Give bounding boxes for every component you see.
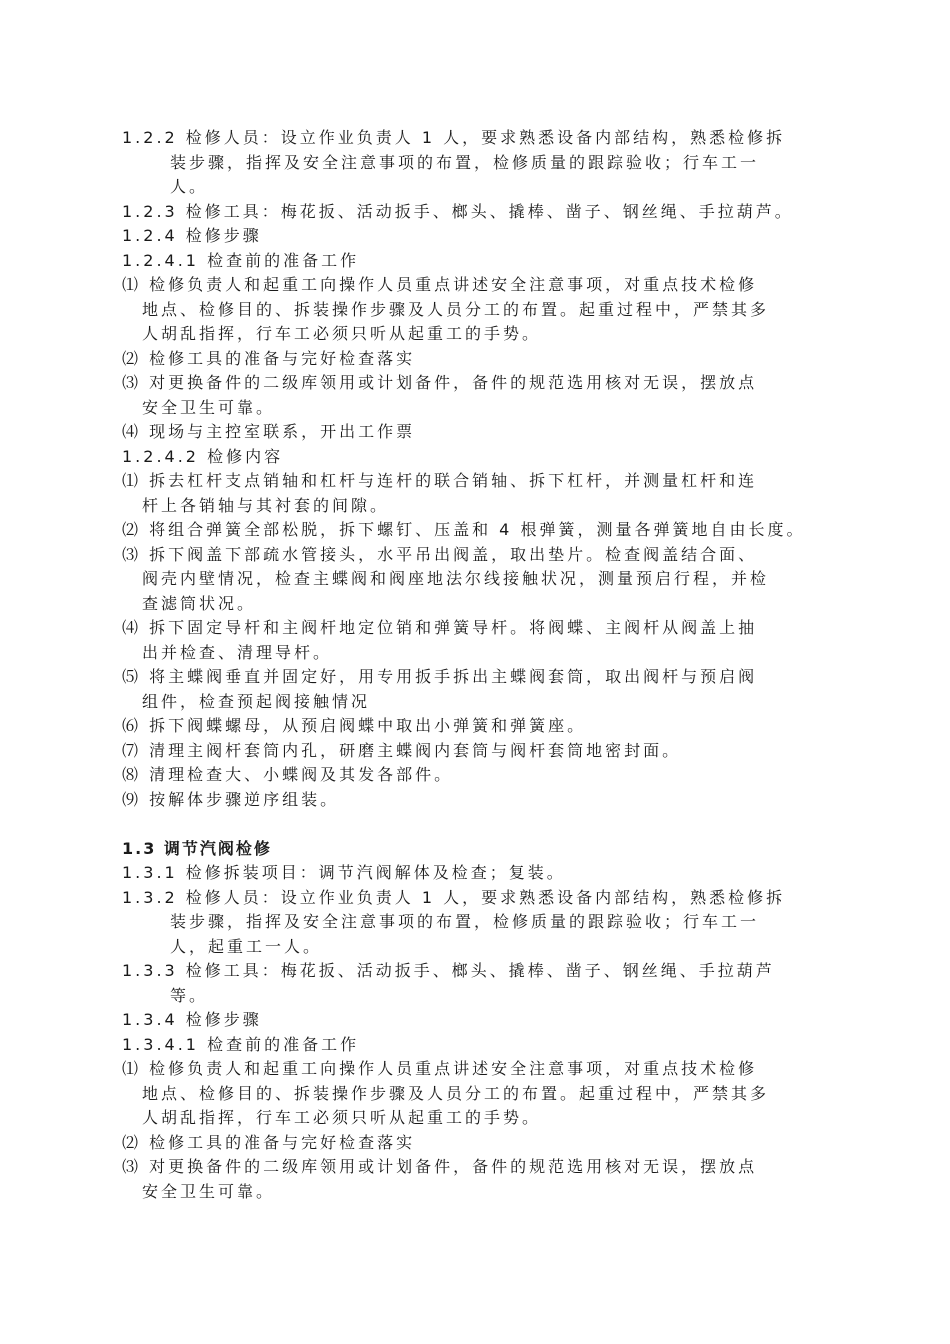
text-line: ⑶ 对更换备件的二级库领用或计划备件，备件的规范选用核对无误，摆放点 — [122, 373, 758, 392]
text-line: 人胡乱指挥，行车工必须只听从起重工的手势。 — [142, 1108, 542, 1127]
text-line: ⑼ 按解体步骤逆序组装。 — [122, 789, 340, 809]
text-line: 组件，检查预起阀接触情况 — [142, 691, 371, 711]
text-line: 1.2.2 检修人员：设立作业负责人 1 人，要求熟悉设备内部结构，熟悉检修拆 — [122, 128, 786, 147]
paragraph-gap — [122, 812, 842, 837]
text-line: 阀壳内壁情况，检查主蝶阀和阀座地法尔线接触状况，测量预启行程，并检 — [142, 569, 770, 588]
text-line: 安全卫生可靠。 — [142, 397, 276, 417]
section-heading: 1.3 调节汽阀检修 — [122, 838, 272, 858]
text-line: ⑵ 检修工具的准备与完好检查落实 — [122, 1132, 416, 1152]
text-line: ⑺ 清理主阀杆套筒内孔，研磨主蝶阀内套筒与阀杆套筒地密封面。 — [122, 740, 682, 760]
text-line: 地点、检修目的、拆装操作步骤及人员分工的布置。起重过程中，严禁其多 — [142, 1083, 770, 1103]
text-line: ⑶ 对更换备件的二级库领用或计划备件，备件的规范选用核对无误，摆放点 — [122, 1157, 758, 1176]
text-line: 1.3.4 检修步骤 — [122, 1010, 262, 1029]
text-line: 地点、检修目的、拆装操作步骤及人员分工的布置。起重过程中，严禁其多 — [142, 299, 770, 319]
text-line: 1.2.3 检修工具：梅花扳、活动扳手、榔头、撬棒、凿子、钢丝绳、手拉葫芦。 — [122, 201, 794, 221]
text-line: 1.3.1 检修拆装项目：调节汽阀解体及检查；复装。 — [122, 863, 566, 882]
text-line: ⑻ 清理检查大、小蝶阀及其发各部件。 — [122, 765, 454, 784]
text-line: 人，起重工一人。 — [170, 936, 323, 956]
text-line: 装步骤，指挥及安全注意事项的布置，检修质量的跟踪验收；行车工一 — [170, 152, 760, 172]
text-line: ⑹ 拆下阀蝶螺母，从预启阀蝶中取出小弹簧和弹簧座。 — [122, 716, 587, 735]
text-line: ⑶ 拆下阀盖下部疏水管接头，水平吊出阀盖，取出垫片。检查阀盖结合面、 — [122, 544, 758, 564]
text-line: 查滤筒状况。 — [142, 593, 257, 613]
text-line: 人胡乱指挥，行车工必须只听从起重工的手势。 — [142, 324, 542, 343]
text-line: 安全卫生可靠。 — [142, 1181, 276, 1201]
text-line: 1.2.4.1 检查前的准备工作 — [122, 250, 360, 270]
text-line: ⑷ 拆下固定导杆和主阀杆地定位销和弹簧导杆。将阀蝶、主阀杆从阀盖上抽 — [122, 618, 758, 637]
text-line: ⑷ 现场与主控室联系，开出工作票 — [122, 422, 416, 441]
text-line: ⑴ 检修负责人和起重工向操作人员重点讲述安全注意事项，对重点技术检修 — [122, 1059, 758, 1078]
text-line: ⑵ 将组合弹簧全部松脱，拆下螺钉、压盖和 4 根弹簧，测量各弹簧地自由长度。 — [122, 520, 806, 539]
text-line: 1.2.4 检修步骤 — [122, 226, 262, 245]
text-line: ⑴ 检修负责人和起重工向操作人员重点讲述安全注意事项，对重点技术检修 — [122, 275, 758, 294]
text-line: 出并检查、清理导杆。 — [142, 642, 333, 662]
text-line: ⑴ 拆去杠杆支点销轴和杠杆与连杆的联合销轴、拆下杠杆，并测量杠杆和连 — [122, 471, 758, 490]
text-line: 1.2.4.2 检修内容 — [122, 446, 284, 466]
text-line: 1.3.2 检修人员：设立作业负责人 1 人，要求熟悉设备内部结构，熟悉检修拆 — [122, 887, 786, 907]
text-line: 杆上各销轴与其衬套的间隙。 — [142, 495, 390, 515]
text-line: 1.3.4.1 检查前的准备工作 — [122, 1034, 360, 1054]
text-line: ⑵ 检修工具的准备与完好检查落实 — [122, 348, 416, 368]
text-line: 人。 — [170, 177, 209, 196]
text-line: ⑸ 将主蝶阀垂直并固定好，用专用扳手拆出主蝶阀套筒，取出阀杆与预启阀 — [122, 667, 758, 686]
text-line: 等。 — [170, 985, 209, 1005]
document-body — [122, 126, 842, 1204]
text-line: 1.3.3 检修工具：梅花扳、活动扳手、榔头、撬棒、凿子、钢丝绳、手拉葫芦 — [122, 961, 775, 980]
text-line: 装步骤，指挥及安全注意事项的布置，检修质量的跟踪验收；行车工一 — [170, 912, 760, 931]
